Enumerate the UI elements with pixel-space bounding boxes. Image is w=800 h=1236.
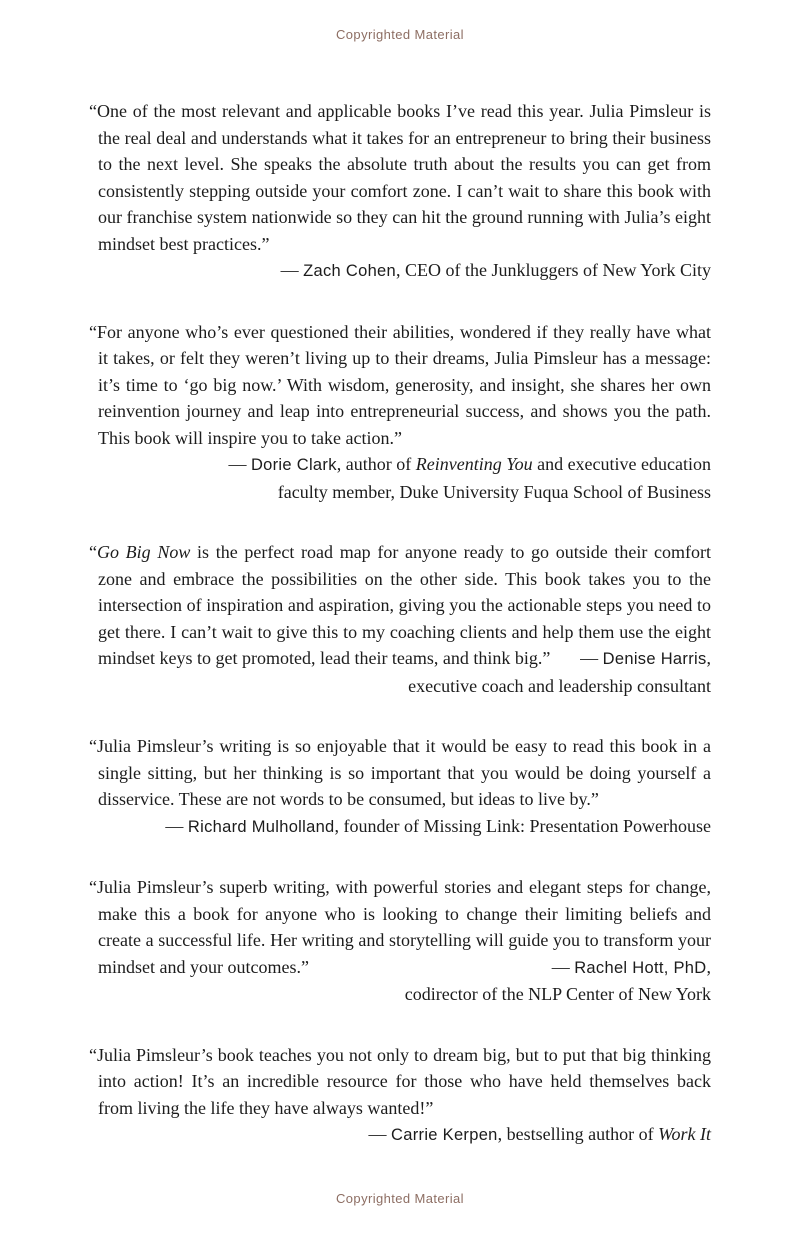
attribution-name: Richard Mulholland <box>187 817 335 836</box>
quote-attribution-line: — Richard Mulholland, founder of Missing Link: Presentation Powerhouse <box>165 815 711 836</box>
quote-attribution-line: faculty member, Duke University Fuqua School of Business <box>277 481 711 502</box>
quote-text: “For anyone who’s ever questioned their abilities, wondered if they really have what it takes, or felt they weren’t living up to their dreams, Julia Pimsleur has a message: it’s time to ‘go big now.’ With wisdom, generosity, and insight, she shares her own reinvention journey and leap into entrepreneurial success, and shows you the path. This book will inspire you to take action.” <box>89 321 711 448</box>
quote-block <box>89 874 711 1008</box>
copyright-notice-bottom: Copyrighted Material <box>336 1191 464 1206</box>
copyright-notice-top: Copyrighted Material <box>336 27 464 42</box>
quote-attribution <box>89 451 711 505</box>
quote-block <box>89 733 711 840</box>
attribution-name: Zach Cohen <box>303 262 396 280</box>
quote-text: “Julia Pimsleur’s book teaches you not only to dream big, but to put that big thinking into action! It’s an incredible resource for those who have held themselves back from living the life they have always wanted!” <box>89 1044 711 1118</box>
quote-attribution-line: — Carrie Kerpen, bestselling author of Work It <box>368 1124 711 1144</box>
quote-attribution-line: — Rachel Hott, PhD, <box>551 956 711 977</box>
quote-attribution-line: executive coach and leadership consultant <box>408 675 711 696</box>
quote-block <box>89 1042 711 1149</box>
quote-attribution <box>89 813 711 841</box>
quotes-list <box>89 98 711 1149</box>
quote-attribution-line: — Dorie Clark, author of Reinventing You and executive education <box>228 454 711 474</box>
quote-attribution-line: — Zach Cohen, CEO of the Junkluggers of New York City <box>280 260 711 280</box>
quote-text: “Julia Pimsleur’s writing is so enjoyable that it would be easy to read this book in a single sitting, but her thinking is so important that you would be doing yourself a disservice. These are not words to be consumed, but ideas to live by.” <box>89 736 711 809</box>
quote-text: “Go Big Now is the perfect road map for anyone ready to go outside their comfort zone and embrace the possibilities on the other side. This book takes you to the intersection of inspiration and aspiration, giving you the actionable steps you need to get there. I can’t wait to give this to my coaching clients and help them use the eight mindset keys to get promoted, lead their teams, and think big.” <box>89 542 712 668</box>
quote-attribution <box>89 257 711 285</box>
quote-attribution-line: codirector of the NLP Center of New York <box>404 984 711 1004</box>
quote-block <box>89 539 711 699</box>
quote-attribution <box>89 1121 711 1149</box>
attribution-name: Denise Harris <box>602 650 707 668</box>
quote-block <box>89 98 711 285</box>
page-footer <box>0 1161 800 1206</box>
quote-attribution-line: — Denise Harris, <box>580 648 711 668</box>
quote-text: “Julia Pimsleur’s superb writing, with powerful stories and elegant steps for change, make this a book for anyone who is looking to change their limiting beliefs and create a successful life. Her writing and storytelling will guide you to transform your mindset and your outcomes.” <box>89 877 711 977</box>
attribution-name: Carrie Kerpen <box>391 1126 498 1144</box>
attribution-name: Dorie Clark <box>250 456 337 474</box>
quote-block <box>89 319 711 506</box>
attribution-name: Rachel Hott, PhD <box>574 958 707 977</box>
quote-text: “One of the most relevant and applicable books I’ve read this year. Julia Pimsleur is the real deal and understands what it takes for an entrepreneur to bring their business to the next level. She speaks the absolute truth about the results you can get from consistently stepping outside your comfort zone. I can’t wait to share this book with our franchise system nationwide so they can hit the ground running with Julia’s eight mindset best practices.” <box>89 101 711 254</box>
